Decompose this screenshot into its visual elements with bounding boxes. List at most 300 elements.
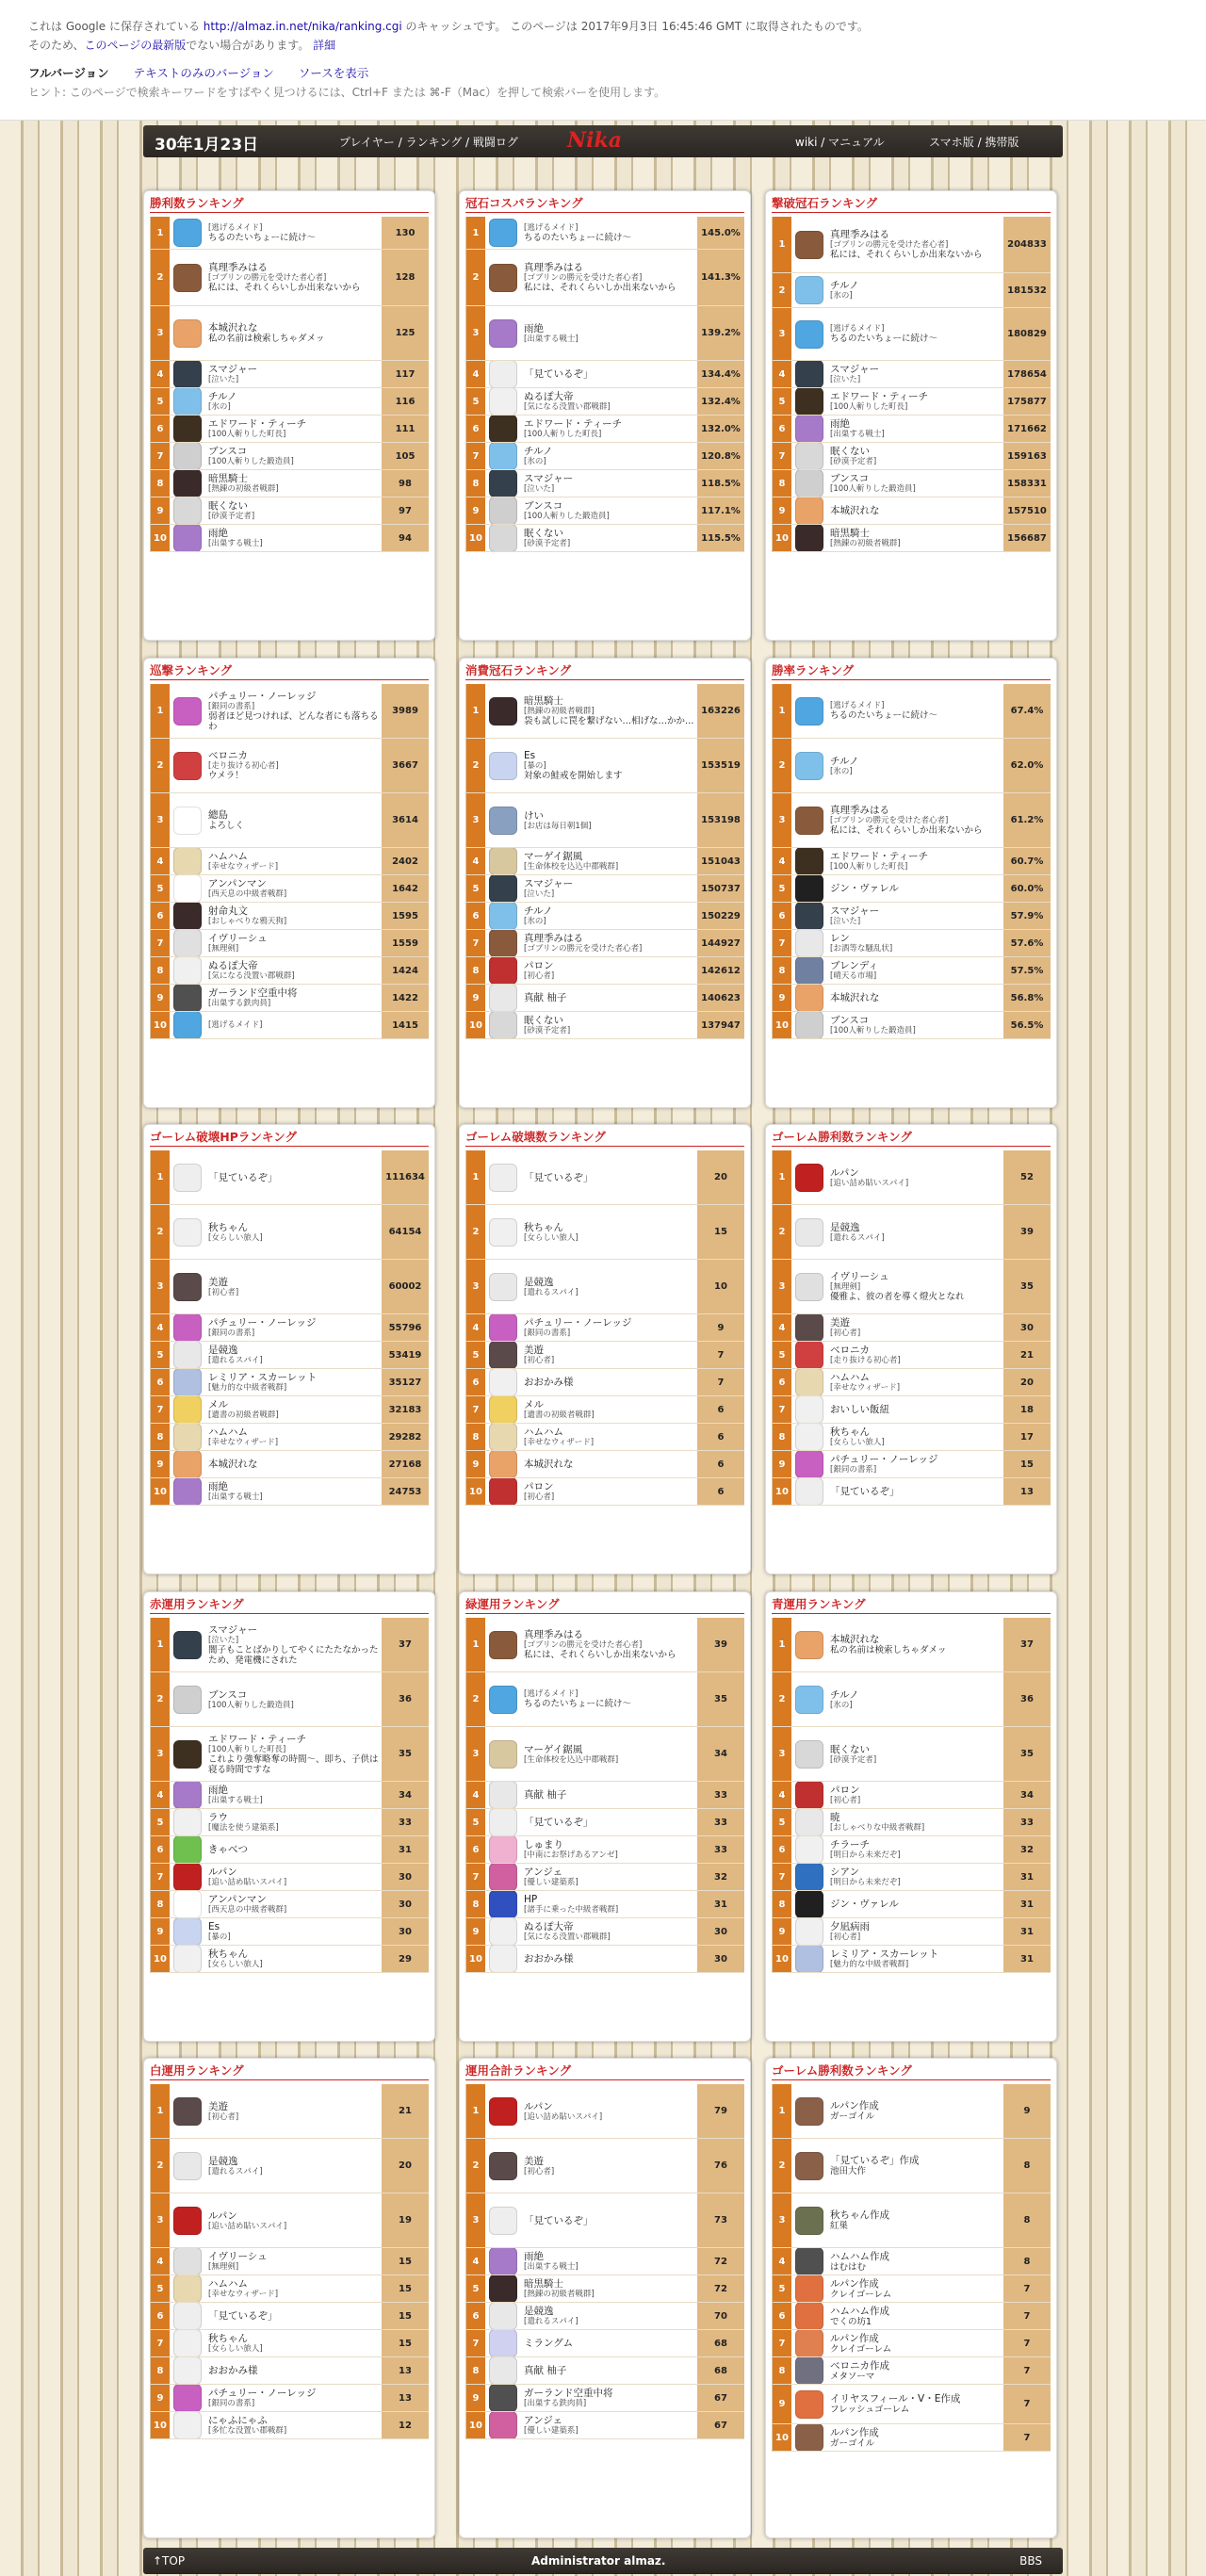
player-name[interactable]: ブレンディ xyxy=(830,960,878,971)
ranking-row[interactable] xyxy=(466,1836,744,1864)
ranking-row[interactable] xyxy=(773,497,1051,525)
ranking-row[interactable] xyxy=(466,1946,744,1973)
player-name[interactable]: HP xyxy=(524,1894,538,1905)
avatar[interactable] xyxy=(485,361,521,387)
player-name[interactable]: ルパン xyxy=(208,2209,237,2222)
ranking-row[interactable] xyxy=(773,1727,1051,1782)
ranking-row[interactable] xyxy=(466,443,744,470)
player-name[interactable]: ルパン作成 xyxy=(830,2277,879,2290)
player-name[interactable]: スマジャー xyxy=(830,364,880,375)
ranking-row[interactable] xyxy=(151,875,429,903)
avatar[interactable] xyxy=(791,1369,827,1395)
player-name[interactable]: 秋ちゃん xyxy=(208,1221,248,1233)
player-name[interactable]: ガーランド空重中将 xyxy=(524,2388,613,2399)
ranking-row[interactable] xyxy=(773,1342,1051,1369)
avatar[interactable] xyxy=(485,1342,521,1368)
avatar[interactable] xyxy=(791,1727,827,1781)
player-name[interactable]: 雨絶 xyxy=(524,322,544,334)
avatar[interactable] xyxy=(791,1451,827,1477)
ranking-row[interactable] xyxy=(773,1891,1051,1918)
ranking-row[interactable] xyxy=(773,684,1051,739)
player-name[interactable]: スマジャー xyxy=(524,473,574,484)
ranking-row[interactable] xyxy=(466,2330,744,2357)
avatar[interactable] xyxy=(791,875,827,902)
player-name[interactable]: 美遊 xyxy=(524,1345,544,1356)
avatar[interactable] xyxy=(485,1150,521,1204)
player-name[interactable]: チルノ xyxy=(830,755,859,767)
ranking-row[interactable] xyxy=(466,848,744,875)
player-name[interactable]: マーゲイ鋸風 xyxy=(524,851,583,862)
ranking-row[interactable] xyxy=(773,1424,1051,1451)
ranking-row[interactable] xyxy=(466,1342,744,1369)
ranking-row[interactable] xyxy=(466,388,744,416)
ranking-row[interactable] xyxy=(466,739,744,793)
avatar[interactable] xyxy=(791,217,827,272)
avatar[interactable] xyxy=(485,1478,521,1505)
avatar[interactable] xyxy=(791,1478,827,1505)
ranking-row[interactable] xyxy=(773,793,1051,848)
ranking-row[interactable] xyxy=(466,2357,744,2385)
player-name[interactable]: ラウ xyxy=(208,1812,228,1823)
ranking-row[interactable] xyxy=(773,2248,1051,2275)
ranking-row[interactable] xyxy=(773,1946,1051,1973)
avatar[interactable] xyxy=(485,1451,521,1477)
avatar[interactable] xyxy=(791,361,827,387)
avatar[interactable] xyxy=(791,443,827,469)
avatar[interactable] xyxy=(791,1618,827,1671)
avatar[interactable] xyxy=(485,903,521,929)
avatar[interactable] xyxy=(170,2139,205,2193)
player-name[interactable]: エドワード・ティーチ xyxy=(524,418,623,430)
avatar[interactable] xyxy=(485,306,521,360)
player-name[interactable]: 秋ちゃん xyxy=(208,2333,248,2344)
player-name[interactable]: 真理季みはる xyxy=(524,1629,583,1640)
player-name[interactable]: 真理季みはる xyxy=(524,933,583,944)
player-name[interactable]: 雨絶 xyxy=(208,1481,228,1492)
avatar[interactable] xyxy=(170,497,205,524)
player-name[interactable]: 真献 柚子 xyxy=(524,992,567,1003)
player-name[interactable]: おおかみ様 xyxy=(208,2365,258,2376)
player-name[interactable]: 本城沢れな xyxy=(830,992,880,1003)
avatar[interactable] xyxy=(485,2248,521,2274)
player-name[interactable]: 「見ているぞ」 xyxy=(524,368,594,380)
avatar[interactable] xyxy=(485,739,521,792)
player-name[interactable]: ハムハム作成 xyxy=(830,2250,889,2262)
ranking-row[interactable] xyxy=(151,2139,429,2193)
ranking-row[interactable] xyxy=(466,957,744,985)
details-link[interactable]: 詳細 xyxy=(313,39,336,52)
avatar[interactable] xyxy=(170,985,205,1011)
ranking-row[interactable] xyxy=(466,1618,744,1672)
back-to-top-link[interactable]: ↑TOP xyxy=(153,2554,186,2568)
avatar[interactable] xyxy=(791,1260,827,1313)
ranking-row[interactable] xyxy=(773,2424,1051,2452)
avatar[interactable] xyxy=(791,1782,827,1808)
ranking-row[interactable] xyxy=(773,2303,1051,2330)
avatar[interactable] xyxy=(170,1396,205,1423)
player-name[interactable]: 秋ちゃん xyxy=(208,1948,248,1960)
ranking-row[interactable] xyxy=(151,497,429,525)
player-name[interactable]: イヴリーシュ xyxy=(208,2251,268,2262)
avatar[interactable] xyxy=(791,903,827,929)
player-name[interactable]: 秋ちゃん xyxy=(830,1427,870,1438)
player-name[interactable]: レン xyxy=(830,933,850,944)
cache-url-link[interactable]: http://almaz.in.net/nika/ranking.cgi xyxy=(203,20,402,33)
player-name[interactable]: 是競逸 xyxy=(830,1221,860,1233)
avatar[interactable] xyxy=(485,848,521,874)
ranking-row[interactable] xyxy=(466,1314,744,1342)
avatar[interactable] xyxy=(170,2275,205,2302)
player-name[interactable]: アンパンマン xyxy=(208,1894,267,1905)
ranking-row[interactable] xyxy=(773,388,1051,416)
avatar[interactable] xyxy=(485,1396,521,1423)
player-name[interactable]: ハムハム xyxy=(524,1427,563,1438)
avatar[interactable] xyxy=(485,1809,521,1835)
player-name[interactable]: アンパンマン xyxy=(208,878,267,889)
ranking-row[interactable] xyxy=(151,1836,429,1864)
avatar[interactable] xyxy=(485,1891,521,1917)
player-name[interactable]: 「見ているぞ」 xyxy=(524,1817,594,1828)
ranking-row[interactable] xyxy=(466,1205,744,1260)
ranking-row[interactable] xyxy=(773,416,1051,443)
avatar[interactable] xyxy=(791,2275,827,2302)
avatar[interactable] xyxy=(170,739,205,792)
bbs-link[interactable]: BBS xyxy=(1019,2554,1042,2568)
ranking-row[interactable] xyxy=(151,1012,429,1039)
ranking-row[interactable] xyxy=(773,443,1051,470)
ranking-row[interactable] xyxy=(773,1012,1051,1039)
player-name[interactable]: エドワード・ティーチ xyxy=(830,851,929,862)
ranking-row[interactable] xyxy=(151,1891,429,1918)
player-name[interactable]: イリヤスフィール・V・E作成 xyxy=(830,2393,961,2405)
player-name[interactable]: 雨絶 xyxy=(524,2251,544,2262)
avatar[interactable] xyxy=(485,2330,521,2356)
ranking-row[interactable] xyxy=(151,2330,429,2357)
avatar[interactable] xyxy=(791,2357,827,2384)
avatar[interactable] xyxy=(485,1727,521,1781)
player-name[interactable]: パロン xyxy=(524,960,554,971)
avatar[interactable] xyxy=(791,273,827,307)
ranking-row[interactable] xyxy=(773,1618,1051,1672)
avatar[interactable] xyxy=(791,739,827,792)
player-name[interactable]: レミリア・スカーレット xyxy=(830,1948,939,1960)
ranking-row[interactable] xyxy=(773,1396,1051,1424)
avatar[interactable] xyxy=(485,1918,521,1945)
player-name[interactable]: ハムハム作成 xyxy=(830,2305,889,2317)
player-name[interactable]: 「見ているぞ」 xyxy=(524,1171,594,1183)
player-name[interactable]: 是競逸 xyxy=(208,2155,238,2167)
avatar[interactable] xyxy=(791,416,827,442)
avatar[interactable] xyxy=(791,1314,827,1341)
ranking-row[interactable] xyxy=(151,2248,429,2275)
player-name[interactable]: チルノ xyxy=(830,1688,859,1701)
player-name[interactable]: 暗黒騎士 xyxy=(208,473,248,484)
player-name[interactable]: ブンスコ xyxy=(830,473,870,484)
avatar[interactable] xyxy=(791,2303,827,2329)
ranking-row[interactable] xyxy=(773,1809,1051,1836)
ranking-row[interactable] xyxy=(151,2303,429,2330)
avatar[interactable] xyxy=(485,2412,521,2438)
player-name[interactable]: スマジャー xyxy=(208,364,258,375)
avatar[interactable] xyxy=(170,2248,205,2274)
avatar[interactable] xyxy=(170,217,205,249)
avatar[interactable] xyxy=(485,1424,521,1450)
avatar[interactable] xyxy=(485,2385,521,2411)
player-name[interactable]: ハムハム xyxy=(830,1372,870,1383)
player-name[interactable]: ルパン作成 xyxy=(830,2100,879,2111)
ranking-row[interactable] xyxy=(151,1342,429,1369)
avatar[interactable] xyxy=(791,388,827,415)
avatar[interactable] xyxy=(485,1864,521,1890)
player-name[interactable]: 眠くない xyxy=(524,528,563,539)
mobile-nav[interactable]: スマホ版 / 携帯版 xyxy=(929,136,1019,149)
player-name[interactable]: ハムハム xyxy=(208,1427,248,1438)
avatar[interactable] xyxy=(170,1727,205,1781)
ranking-row[interactable] xyxy=(773,739,1051,793)
ranking-row[interactable] xyxy=(151,739,429,793)
ranking-row[interactable] xyxy=(151,306,429,361)
player-name[interactable]: 真理季みはる xyxy=(524,262,583,273)
player-name[interactable]: エドワード・ティーチ xyxy=(208,1733,307,1745)
ranking-row[interactable] xyxy=(466,1424,744,1451)
player-name[interactable]: きゃべつ xyxy=(208,1844,248,1855)
avatar[interactable] xyxy=(791,2248,827,2274)
player-name[interactable]: 美遊 xyxy=(830,1317,850,1329)
ranking-row[interactable] xyxy=(151,250,429,306)
player-name[interactable]: 秋ちゃん xyxy=(524,1221,563,1233)
ranking-row[interactable] xyxy=(466,1918,744,1946)
ranking-row[interactable] xyxy=(151,1396,429,1424)
avatar[interactable] xyxy=(791,1672,827,1726)
avatar[interactable] xyxy=(170,2193,205,2247)
ranking-row[interactable] xyxy=(151,1946,429,1973)
player-name[interactable]: アンジェ xyxy=(524,1867,563,1878)
player-name[interactable]: 美遊 xyxy=(208,2100,228,2112)
player-name[interactable]: Es xyxy=(524,750,536,761)
player-name[interactable]: エドワード・ティーチ xyxy=(208,418,307,430)
ranking-row[interactable] xyxy=(466,1396,744,1424)
player-name[interactable]: ルパン作成 xyxy=(830,2332,879,2344)
avatar[interactable] xyxy=(485,1260,521,1313)
avatar[interactable] xyxy=(170,1891,205,1917)
ranking-row[interactable] xyxy=(773,1314,1051,1342)
avatar[interactable] xyxy=(170,2303,205,2329)
avatar[interactable] xyxy=(485,2084,521,2138)
ranking-row[interactable] xyxy=(773,2139,1051,2193)
ranking-row[interactable] xyxy=(151,1864,429,1891)
ranking-row[interactable] xyxy=(466,470,744,497)
ranking-row[interactable] xyxy=(466,930,744,957)
ranking-row[interactable] xyxy=(773,1150,1051,1205)
ranking-row[interactable] xyxy=(773,1478,1051,1506)
ranking-row[interactable] xyxy=(466,1260,744,1314)
player-name[interactable]: パチュリー・ノーレッジ xyxy=(830,1454,938,1465)
avatar[interactable] xyxy=(170,957,205,984)
avatar[interactable] xyxy=(791,1891,827,1917)
avatar[interactable] xyxy=(791,2330,827,2356)
ranking-row[interactable] xyxy=(151,903,429,930)
ranking-row[interactable] xyxy=(151,1918,429,1946)
ranking-row[interactable] xyxy=(466,875,744,903)
avatar[interactable] xyxy=(170,470,205,497)
player-name[interactable]: しゅまり xyxy=(524,1839,563,1850)
player-name[interactable]: スマジャー xyxy=(524,878,574,889)
avatar[interactable] xyxy=(170,1260,205,1313)
avatar[interactable] xyxy=(485,2193,521,2247)
avatar[interactable] xyxy=(791,525,827,551)
avatar[interactable] xyxy=(170,903,205,929)
player-name[interactable]: 真理季みはる xyxy=(830,805,889,816)
avatar[interactable] xyxy=(791,2424,827,2451)
ranking-row[interactable] xyxy=(151,443,429,470)
ranking-row[interactable] xyxy=(151,930,429,957)
ranking-row[interactable] xyxy=(773,308,1051,361)
player-name[interactable]: エドワード・ティーチ xyxy=(830,391,929,402)
avatar[interactable] xyxy=(485,1782,521,1808)
avatar[interactable] xyxy=(791,1012,827,1038)
avatar[interactable] xyxy=(791,957,827,984)
ranking-row[interactable] xyxy=(773,875,1051,903)
player-name[interactable]: ルパン作成 xyxy=(830,2426,879,2438)
avatar[interactable] xyxy=(485,1946,521,1972)
player-name[interactable]: ベロニカ xyxy=(208,750,248,761)
player-name[interactable]: ルパン xyxy=(208,1867,237,1878)
ranking-row[interactable] xyxy=(151,1451,429,1478)
avatar[interactable] xyxy=(791,2084,827,2138)
ranking-row[interactable] xyxy=(151,525,429,552)
avatar[interactable] xyxy=(791,985,827,1011)
ranking-row[interactable] xyxy=(773,1864,1051,1891)
player-name[interactable]: パチュリー・ノーレッジ xyxy=(208,2388,317,2399)
player-name[interactable]: 雨絶 xyxy=(830,418,850,430)
avatar[interactable] xyxy=(791,684,827,738)
player-name[interactable]: 本城沢れな xyxy=(208,1459,258,1470)
player-name[interactable]: 暗黒騎士 xyxy=(830,528,870,539)
ranking-row[interactable] xyxy=(773,2330,1051,2357)
avatar[interactable] xyxy=(170,443,205,469)
ranking-row[interactable] xyxy=(466,985,744,1012)
player-name[interactable]: ルパン xyxy=(830,1166,859,1179)
avatar[interactable] xyxy=(485,2275,521,2302)
player-name[interactable]: 「見ているぞ」 xyxy=(830,1486,900,1497)
player-name[interactable]: メル xyxy=(208,1399,228,1410)
avatar[interactable] xyxy=(791,1918,827,1945)
avatar[interactable] xyxy=(170,1836,205,1863)
ranking-row[interactable] xyxy=(151,793,429,848)
player-name[interactable]: 是競逸 xyxy=(524,2306,554,2317)
player-name[interactable]: 眠くない xyxy=(830,446,870,457)
ranking-row[interactable] xyxy=(466,2248,744,2275)
avatar[interactable] xyxy=(170,2412,205,2438)
player-name[interactable]: 本城沢れな xyxy=(830,1634,880,1645)
ranking-row[interactable] xyxy=(151,1369,429,1396)
ranking-row[interactable] xyxy=(773,217,1051,273)
avatar[interactable] xyxy=(485,2139,521,2193)
ranking-row[interactable] xyxy=(151,1150,429,1205)
player-name[interactable]: ベロニカ作成 xyxy=(830,2359,889,2372)
player-name[interactable]: 本城沢れな xyxy=(208,322,258,334)
player-name[interactable]: 「見ているぞ」 xyxy=(208,1171,278,1183)
ranking-row[interactable] xyxy=(773,1369,1051,1396)
ranking-row[interactable] xyxy=(773,848,1051,875)
ranking-row[interactable] xyxy=(773,1782,1051,1809)
avatar[interactable] xyxy=(170,1946,205,1972)
player-name[interactable]: チルノ xyxy=(524,446,553,457)
avatar[interactable] xyxy=(170,306,205,360)
player-name[interactable]: にゃふにゃふ xyxy=(208,2415,268,2426)
player-name[interactable]: スマジャー xyxy=(208,1623,258,1636)
player-name[interactable]: チルノ xyxy=(524,905,553,917)
avatar[interactable] xyxy=(485,1672,521,1726)
avatar[interactable] xyxy=(485,2303,521,2329)
avatar[interactable] xyxy=(791,2385,827,2423)
player-name[interactable]: ブンスコ xyxy=(208,446,248,457)
avatar[interactable] xyxy=(485,684,521,738)
ranking-row[interactable] xyxy=(773,930,1051,957)
player-name[interactable]: 本城沢れな xyxy=(830,505,880,516)
ranking-row[interactable] xyxy=(466,2139,744,2193)
player-name[interactable]: 美遊 xyxy=(524,2155,544,2167)
player-name[interactable]: マーゲイ鋸風 xyxy=(524,1743,583,1755)
ranking-row[interactable] xyxy=(773,957,1051,985)
ranking-row[interactable] xyxy=(151,1478,429,1506)
ranking-row[interactable] xyxy=(151,985,429,1012)
player-name[interactable]: おおかみ様 xyxy=(524,1953,574,1965)
avatar[interactable] xyxy=(791,497,827,524)
ranking-row[interactable] xyxy=(466,250,744,306)
ranking-row[interactable] xyxy=(466,2084,744,2139)
ranking-row[interactable] xyxy=(466,2275,744,2303)
ranking-row[interactable] xyxy=(151,1260,429,1314)
avatar[interactable] xyxy=(791,1396,827,1423)
player-name[interactable]: メル xyxy=(524,1399,544,1410)
ranking-row[interactable] xyxy=(151,2412,429,2439)
avatar[interactable] xyxy=(485,250,521,305)
player-name[interactable]: パチュリー・ノーレッジ xyxy=(524,1317,632,1329)
player-name[interactable]: 「見ているぞ」作成 xyxy=(830,2155,920,2166)
avatar[interactable] xyxy=(791,1864,827,1890)
player-name[interactable]: イヴリーシュ xyxy=(830,1271,889,1282)
ranking-row[interactable] xyxy=(466,1150,744,1205)
ranking-row[interactable] xyxy=(773,361,1051,388)
avatar[interactable] xyxy=(170,1672,205,1726)
avatar[interactable] xyxy=(170,793,205,847)
avatar[interactable] xyxy=(485,793,521,847)
ranking-row[interactable] xyxy=(773,2385,1051,2424)
ranking-row[interactable] xyxy=(151,1809,429,1836)
avatar[interactable] xyxy=(791,848,827,874)
player-name[interactable]: ぬるぽ大帝 xyxy=(524,391,574,402)
player-name[interactable]: 總島 xyxy=(208,809,228,821)
player-name[interactable]: 眠くない xyxy=(208,500,248,512)
avatar[interactable] xyxy=(170,1314,205,1341)
player-name[interactable]: ジン・ヴァレル xyxy=(830,883,899,894)
player-name[interactable]: 真献 柚子 xyxy=(524,1789,567,1801)
ranking-row[interactable] xyxy=(773,470,1051,497)
ranking-row[interactable] xyxy=(466,2303,744,2330)
player-name[interactable]: 暁 xyxy=(830,1812,840,1823)
player-name[interactable]: スマジャー xyxy=(830,905,880,917)
player-name[interactable]: ブンスコ xyxy=(830,1015,870,1026)
avatar[interactable] xyxy=(791,1809,827,1835)
player-name[interactable]: 真理季みはる xyxy=(208,262,268,273)
avatar[interactable] xyxy=(170,1618,205,1671)
ranking-row[interactable] xyxy=(466,793,744,848)
avatar[interactable] xyxy=(170,250,205,305)
player-name[interactable]: 眠くない xyxy=(830,1743,870,1755)
player-name[interactable]: ブンスコ xyxy=(208,1688,248,1701)
player-name[interactable]: ぬるぽ大帝 xyxy=(208,960,258,971)
